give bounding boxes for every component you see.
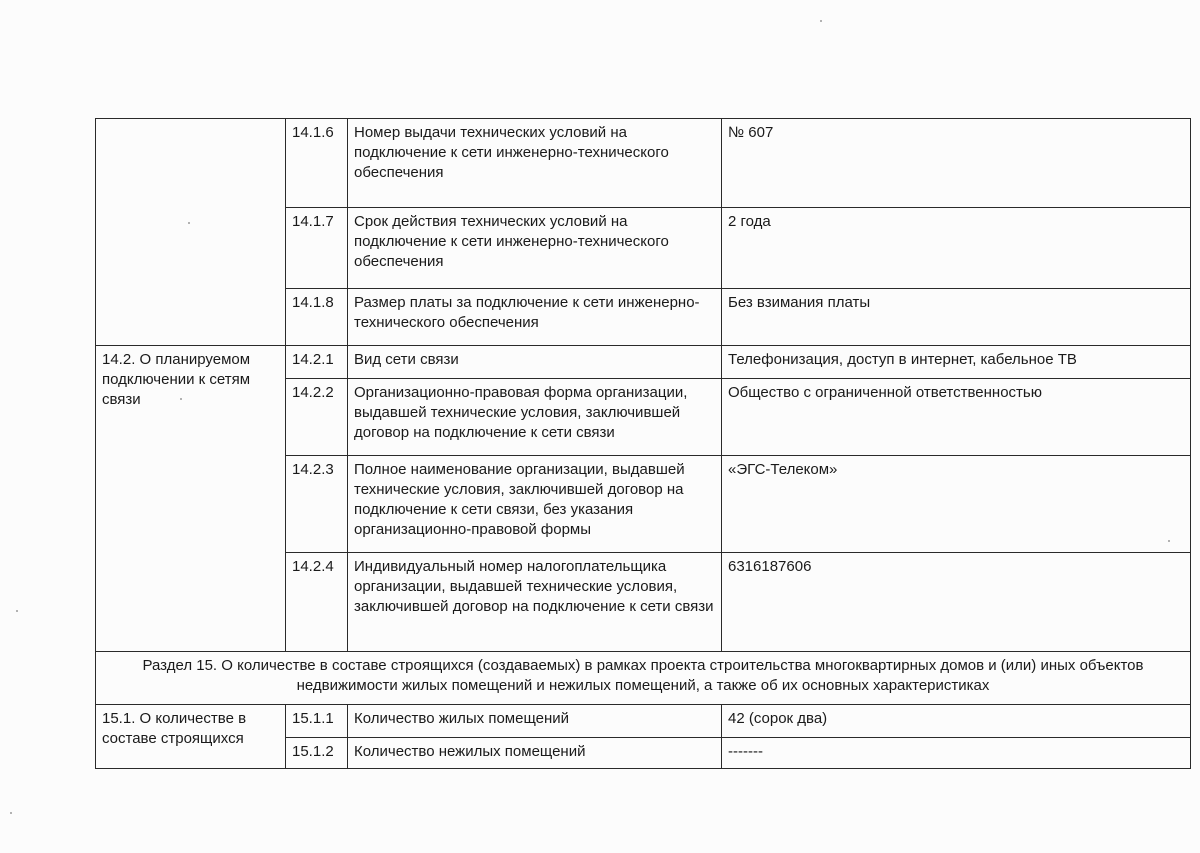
row-number: 15.1.1 bbox=[286, 705, 348, 738]
row-number: 14.1.6 bbox=[286, 119, 348, 208]
section-title-14-2: 14.2. О планируемом подключении к сетям связи bbox=[96, 346, 286, 652]
scan-speck bbox=[10, 812, 12, 814]
scan-speck bbox=[820, 20, 822, 22]
row-description: Размер платы за подключение к сети инженерно-технического обеспечения bbox=[348, 289, 722, 346]
row-description: Срок действия технических условий на подключение к сети инженерно-технического обеспечения bbox=[348, 208, 722, 289]
row-value: Телефонизация, доступ в интернет, кабельное ТВ bbox=[722, 346, 1191, 379]
table-row bbox=[96, 705, 1191, 738]
row-number: 14.1.7 bbox=[286, 208, 348, 289]
row-description: Номер выдачи технических условий на подключение к сети инженерно-технического обеспечения bbox=[348, 119, 722, 208]
document-table bbox=[95, 118, 1191, 769]
row-number: 14.2.4 bbox=[286, 553, 348, 652]
row-description: Полное наименование организации, выдавшей технические условия, заключившей договор на подключение к сети связи, без указания организационно-правовой формы bbox=[348, 456, 722, 553]
row-value: 42 (сорок два) bbox=[722, 705, 1191, 738]
row-description: Количество нежилых помещений bbox=[348, 738, 722, 769]
row-value: «ЭГС-Телеком» bbox=[722, 456, 1191, 553]
row-value: 6316187606 bbox=[722, 553, 1191, 652]
row-number: 14.2.1 bbox=[286, 346, 348, 379]
section-15-header: Раздел 15. О количестве в составе строящихся (создаваемых) в рамках проекта строительства многоквартирных домов и (или) иных объектов недвижимости жилых помещений и нежилых помещений, а также об их основных характеристиках bbox=[96, 652, 1191, 705]
row-value: ------- bbox=[722, 738, 1191, 769]
row-number: 14.2.3 bbox=[286, 456, 348, 553]
section-cell-empty bbox=[96, 119, 286, 346]
row-description: Индивидуальный номер налогоплательщика организации, выдавшей технические условия, заключившей договор на подключение к сети связи bbox=[348, 553, 722, 652]
table-row bbox=[96, 119, 1191, 208]
row-value: № 607 bbox=[722, 119, 1191, 208]
scan-speck bbox=[16, 610, 18, 612]
row-value: 2 года bbox=[722, 208, 1191, 289]
row-number: 14.1.8 bbox=[286, 289, 348, 346]
section-title-15-1: 15.1. О количестве в составе строящихся bbox=[96, 705, 286, 769]
row-description: Вид сети связи bbox=[348, 346, 722, 379]
row-description: Организационно-правовая форма организации, выдавшей технические условия, заключившей договор на подключение к сети связи bbox=[348, 379, 722, 456]
row-number: 15.1.2 bbox=[286, 738, 348, 769]
row-value: Общество с ограниченной ответственностью bbox=[722, 379, 1191, 456]
row-number: 14.2.2 bbox=[286, 379, 348, 456]
table-row bbox=[96, 346, 1191, 379]
section-header-row bbox=[96, 652, 1191, 705]
row-value: Без взимания платы bbox=[722, 289, 1191, 346]
row-description: Количество жилых помещений bbox=[348, 705, 722, 738]
